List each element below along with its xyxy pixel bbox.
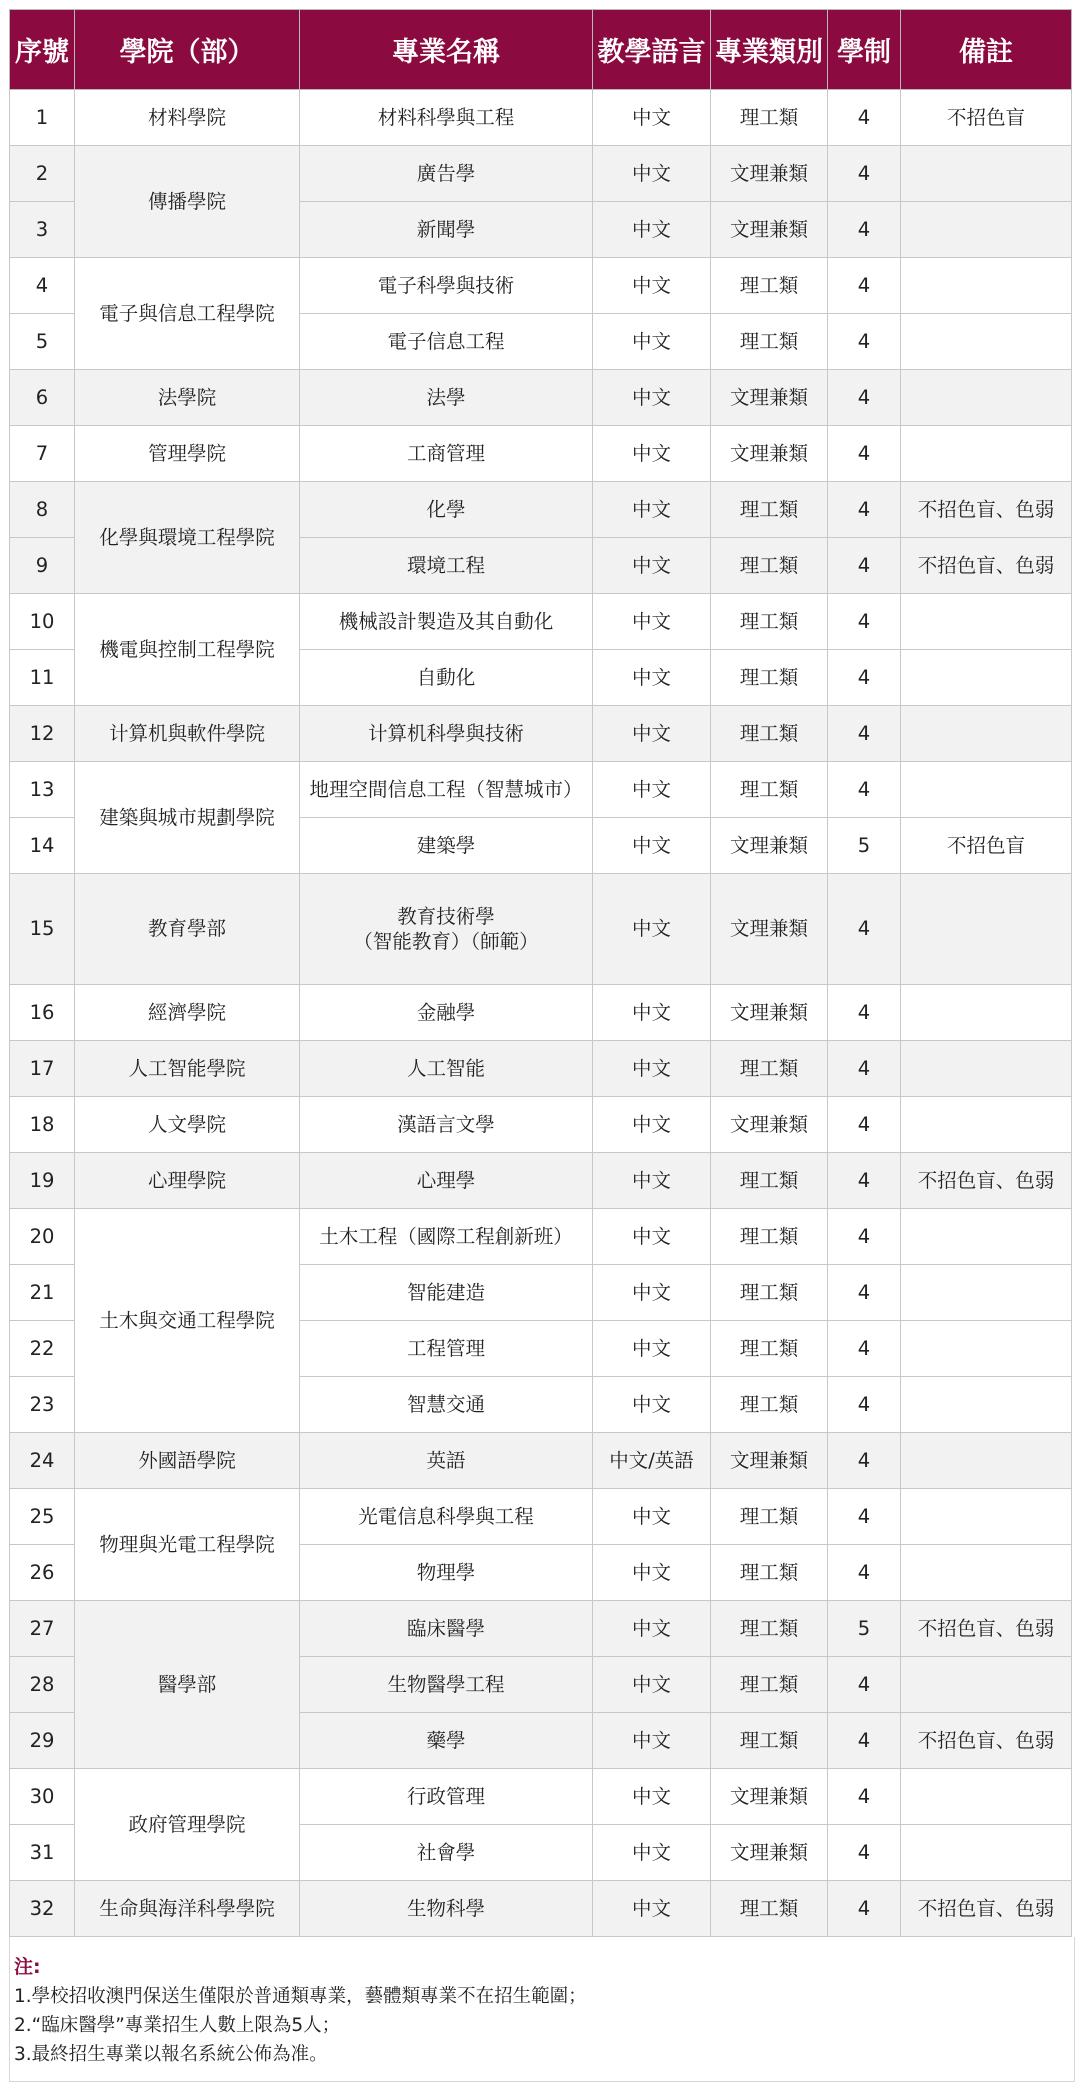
table-row: [10, 370, 1072, 426]
cell-category: 理工類: [711, 762, 828, 818]
cell-major: 工商管理: [300, 426, 593, 482]
table-row: [10, 985, 1072, 1041]
cell-language: 中文: [593, 985, 711, 1041]
cell-no: 31: [10, 1825, 75, 1881]
cell-major: 機械設計製造及其自動化: [300, 594, 593, 650]
cell-category: 理工類: [711, 1657, 828, 1713]
cell-college: 人工智能學院: [75, 1041, 300, 1097]
cell-duration: 4: [828, 258, 901, 314]
cell-no: 30: [10, 1769, 75, 1825]
cell-duration: 4: [828, 90, 901, 146]
cell-language: 中文: [593, 1657, 711, 1713]
cell-major: 土木工程（國際工程創新班）: [300, 1209, 593, 1265]
cell-no: 24: [10, 1433, 75, 1489]
cell-duration: 4: [828, 202, 901, 258]
cell-college: 機電與控制工程學院: [75, 594, 300, 706]
cell-language: 中文: [593, 538, 711, 594]
cell-remarks: [901, 1769, 1072, 1825]
cell-major: 環境工程: [300, 538, 593, 594]
cell-duration: 4: [828, 1713, 901, 1769]
table-row: [10, 1209, 1072, 1265]
table-row: [10, 1153, 1072, 1209]
cell-category: 理工類: [711, 1881, 828, 1937]
cell-no: 9: [10, 538, 75, 594]
cell-no: 16: [10, 985, 75, 1041]
cell-duration: 4: [828, 1209, 901, 1265]
table-row: [10, 594, 1072, 650]
cell-category: 理工類: [711, 1545, 828, 1601]
cell-language: 中文: [593, 706, 711, 762]
cell-category: 理工類: [711, 1265, 828, 1321]
cell-remarks: [901, 1041, 1072, 1097]
cell-remarks: [901, 762, 1072, 818]
cell-major: 计算机科學與技術: [300, 706, 593, 762]
cell-language: 中文: [593, 258, 711, 314]
cell-duration: 4: [828, 706, 901, 762]
header-language: 教學語言: [593, 10, 711, 90]
cell-no: 23: [10, 1377, 75, 1433]
cell-duration: 4: [828, 1265, 901, 1321]
cell-major: 物理學: [300, 1545, 593, 1601]
cell-major: 智能建造: [300, 1265, 593, 1321]
cell-remarks: [901, 1377, 1072, 1433]
cell-no: 1: [10, 90, 75, 146]
cell-remarks: 不招色盲、色弱: [901, 538, 1072, 594]
cell-college: 政府管理學院: [75, 1769, 300, 1881]
cell-college: 心理學院: [75, 1153, 300, 1209]
cell-duration: 4: [828, 482, 901, 538]
cell-college: 计算机與軟件學院: [75, 706, 300, 762]
cell-remarks: 不招色盲: [901, 818, 1072, 874]
cell-duration: 4: [828, 985, 901, 1041]
cell-no: 25: [10, 1489, 75, 1545]
note-line-3: 3.最終招生專業以報名系統公佈為准。: [14, 2044, 328, 2065]
table-row: [10, 258, 1072, 314]
cell-remarks: [901, 1097, 1072, 1153]
cell-college: 生命與海洋科學學院: [75, 1881, 300, 1937]
cell-duration: 4: [828, 874, 901, 985]
cell-category: 文理兼類: [711, 874, 828, 985]
cell-college: 外國語學院: [75, 1433, 300, 1489]
cell-major: 行政管理: [300, 1769, 593, 1825]
cell-major-line2: （智能教育）（師範）: [353, 930, 539, 953]
cell-duration: 4: [828, 1657, 901, 1713]
cell-duration: 4: [828, 1881, 901, 1937]
cell-major: 心理學: [300, 1153, 593, 1209]
cell-college: 人文學院: [75, 1097, 300, 1153]
cell-no: 11: [10, 650, 75, 706]
cell-remarks: [901, 370, 1072, 426]
cell-duration: 4: [828, 1489, 901, 1545]
cell-no: 26: [10, 1545, 75, 1601]
cell-no: 21: [10, 1265, 75, 1321]
header-duration: 學制: [828, 10, 901, 90]
cell-category: 文理兼類: [711, 1097, 828, 1153]
note-line-1: 1.學校招收澳門保送生僅限於普通類專業，藝體類專業不在招生範圍；: [14, 1986, 587, 2007]
cell-major: 電子信息工程: [300, 314, 593, 370]
header-college: 學院（部）: [75, 10, 300, 90]
cell-language: 中文/英語: [593, 1433, 711, 1489]
cell-duration: 5: [828, 818, 901, 874]
cell-category: 理工類: [711, 1377, 828, 1433]
cell-category: 理工類: [711, 482, 828, 538]
cell-category: 理工類: [711, 1321, 828, 1377]
cell-duration: 4: [828, 538, 901, 594]
cell-no: 7: [10, 426, 75, 482]
cell-college: 化學與環境工程學院: [75, 482, 300, 594]
cell-no: 2: [10, 146, 75, 202]
cell-remarks: [901, 1209, 1072, 1265]
table-row: [10, 1097, 1072, 1153]
cell-language: 中文: [593, 90, 711, 146]
cell-major: 材料科學與工程: [300, 90, 593, 146]
cell-no: 5: [10, 314, 75, 370]
cell-major: 光電信息科學與工程: [300, 1489, 593, 1545]
cell-remarks: [901, 1825, 1072, 1881]
cell-category: 文理兼類: [711, 818, 828, 874]
cell-major: 法學: [300, 370, 593, 426]
cell-duration: 4: [828, 1153, 901, 1209]
note-line-2: 2.“臨床醫學”專業招生人數上限為5人；: [14, 2015, 341, 2036]
header-major: 專業名稱: [300, 10, 593, 90]
cell-language: 中文: [593, 1545, 711, 1601]
cell-duration: 4: [828, 1433, 901, 1489]
header-serial: 序號: [10, 10, 75, 90]
cell-duration: 4: [828, 146, 901, 202]
cell-no: 8: [10, 482, 75, 538]
cell-college: 材料學院: [75, 90, 300, 146]
cell-language: 中文: [593, 426, 711, 482]
cell-remarks: [901, 1489, 1072, 1545]
cell-category: 理工類: [711, 1601, 828, 1657]
cell-major: 自動化: [300, 650, 593, 706]
cell-language: 中文: [593, 1769, 711, 1825]
cell-duration: 4: [828, 1097, 901, 1153]
cell-college: 建築與城市規劃學院: [75, 762, 300, 874]
table-row: [10, 482, 1072, 538]
cell-no: 20: [10, 1209, 75, 1265]
cell-major: 電子科學與技術: [300, 258, 593, 314]
notes-section: [9, 1937, 1075, 2082]
cell-major: 廣告學: [300, 146, 593, 202]
cell-remarks: [901, 1545, 1072, 1601]
cell-category: 理工類: [711, 90, 828, 146]
cell-language: 中文: [593, 314, 711, 370]
cell-language: 中文: [593, 594, 711, 650]
table-row: [10, 706, 1072, 762]
cell-category: 文理兼類: [711, 1825, 828, 1881]
notes-title: 注:: [14, 1956, 41, 1978]
cell-remarks: [901, 874, 1072, 985]
cell-language: 中文: [593, 1265, 711, 1321]
cell-remarks: 不招色盲、色弱: [901, 482, 1072, 538]
cell-language: 中文: [593, 1377, 711, 1433]
table-header-row: [10, 10, 1072, 90]
cell-category: 文理兼類: [711, 1433, 828, 1489]
cell-major: 臨床醫學: [300, 1601, 593, 1657]
cell-duration: 4: [828, 426, 901, 482]
cell-remarks: [901, 314, 1072, 370]
cell-major: 漢語言文學: [300, 1097, 593, 1153]
cell-language: 中文: [593, 1153, 711, 1209]
header-category: 專業類別: [711, 10, 828, 90]
cell-major: 化學: [300, 482, 593, 538]
cell-category: 理工類: [711, 650, 828, 706]
cell-remarks: [901, 1321, 1072, 1377]
cell-no: 12: [10, 706, 75, 762]
cell-duration: 4: [828, 1769, 901, 1825]
majors-table: [9, 9, 1072, 1937]
cell-remarks: [901, 594, 1072, 650]
cell-no: 19: [10, 1153, 75, 1209]
cell-category: 理工類: [711, 706, 828, 762]
cell-no: 13: [10, 762, 75, 818]
cell-category: 理工類: [711, 1713, 828, 1769]
cell-remarks: 不招色盲、色弱: [901, 1881, 1072, 1937]
cell-major: 建築學: [300, 818, 593, 874]
cell-category: 理工類: [711, 1489, 828, 1545]
cell-no: 17: [10, 1041, 75, 1097]
cell-remarks: 不招色盲、色弱: [901, 1713, 1072, 1769]
cell-college: 電子與信息工程學院: [75, 258, 300, 370]
table-row: [10, 90, 1072, 146]
cell-language: 中文: [593, 370, 711, 426]
cell-category: 理工類: [711, 1041, 828, 1097]
cell-major: 人工智能: [300, 1041, 593, 1097]
cell-duration: 4: [828, 370, 901, 426]
cell-duration: 4: [828, 650, 901, 706]
cell-no: 28: [10, 1657, 75, 1713]
cell-major: 智慧交通: [300, 1377, 593, 1433]
cell-college: 物理與光電工程學院: [75, 1489, 300, 1601]
cell-language: 中文: [593, 202, 711, 258]
cell-major: 生物醫學工程: [300, 1657, 593, 1713]
cell-language: 中文: [593, 1321, 711, 1377]
cell-college: 法學院: [75, 370, 300, 426]
cell-remarks: [901, 706, 1072, 762]
cell-language: 中文: [593, 1097, 711, 1153]
cell-major: 藥學: [300, 1713, 593, 1769]
cell-remarks: 不招色盲: [901, 90, 1072, 146]
cell-no: 27: [10, 1601, 75, 1657]
table-row: [10, 874, 1072, 985]
cell-remarks: 不招色盲、色弱: [901, 1601, 1072, 1657]
cell-category: 理工類: [711, 594, 828, 650]
cell-duration: 4: [828, 1041, 901, 1097]
cell-no: 3: [10, 202, 75, 258]
cell-major: 英語: [300, 1433, 593, 1489]
cell-remarks: [901, 650, 1072, 706]
table-row: [10, 426, 1072, 482]
cell-duration: 4: [828, 762, 901, 818]
cell-remarks: 不招色盲、色弱: [901, 1153, 1072, 1209]
cell-language: 中文: [593, 1041, 711, 1097]
cell-language: 中文: [593, 1601, 711, 1657]
cell-category: 理工類: [711, 538, 828, 594]
cell-language: 中文: [593, 1489, 711, 1545]
cell-remarks: [901, 146, 1072, 202]
cell-college: 傳播學院: [75, 146, 300, 258]
table-row: [10, 146, 1072, 202]
cell-no: 4: [10, 258, 75, 314]
cell-category: 文理兼類: [711, 370, 828, 426]
cell-language: 中文: [593, 146, 711, 202]
cell-no: 6: [10, 370, 75, 426]
cell-language: 中文: [593, 650, 711, 706]
cell-major-line1: 教育技術學: [397, 904, 495, 928]
cell-college: 教育學部: [75, 874, 300, 985]
cell-remarks: [901, 1265, 1072, 1321]
cell-major: [300, 874, 593, 985]
cell-duration: 5: [828, 1601, 901, 1657]
cell-duration: 4: [828, 1545, 901, 1601]
cell-major: 地理空間信息工程（智慧城市）: [300, 762, 593, 818]
table-row: [10, 1601, 1072, 1657]
cell-duration: 4: [828, 1825, 901, 1881]
cell-no: 15: [10, 874, 75, 985]
cell-category: 文理兼類: [711, 202, 828, 258]
cell-language: 中文: [593, 1713, 711, 1769]
cell-college: 醫學部: [75, 1601, 300, 1769]
cell-remarks: [901, 1657, 1072, 1713]
cell-category: 理工類: [711, 1153, 828, 1209]
table-row: [10, 762, 1072, 818]
cell-college: 經濟學院: [75, 985, 300, 1041]
admission-majors-document: [9, 9, 1071, 2082]
cell-category: 文理兼類: [711, 1769, 828, 1825]
cell-category: 理工類: [711, 1209, 828, 1265]
cell-remarks: [901, 985, 1072, 1041]
cell-remarks: [901, 202, 1072, 258]
cell-category: 文理兼類: [711, 146, 828, 202]
cell-category: 理工類: [711, 258, 828, 314]
cell-no: 18: [10, 1097, 75, 1153]
cell-language: 中文: [593, 818, 711, 874]
table-row: [10, 1489, 1072, 1545]
cell-major: 社會學: [300, 1825, 593, 1881]
cell-no: 10: [10, 594, 75, 650]
cell-remarks: [901, 1433, 1072, 1489]
table-row: [10, 1881, 1072, 1937]
cell-language: 中文: [593, 762, 711, 818]
cell-language: 中文: [593, 1825, 711, 1881]
cell-no: 14: [10, 818, 75, 874]
cell-language: 中文: [593, 1881, 711, 1937]
cell-major: 生物科學: [300, 1881, 593, 1937]
cell-category: 理工類: [711, 314, 828, 370]
cell-language: 中文: [593, 874, 711, 985]
cell-duration: 4: [828, 314, 901, 370]
cell-major: 新聞學: [300, 202, 593, 258]
cell-major: 工程管理: [300, 1321, 593, 1377]
cell-duration: 4: [828, 1321, 901, 1377]
table-row: [10, 1433, 1072, 1489]
cell-language: 中文: [593, 1209, 711, 1265]
cell-remarks: [901, 426, 1072, 482]
cell-college: 管理學院: [75, 426, 300, 482]
cell-language: 中文: [593, 482, 711, 538]
cell-no: 29: [10, 1713, 75, 1769]
cell-remarks: [901, 258, 1072, 314]
table-row: [10, 1041, 1072, 1097]
cell-major: 金融學: [300, 985, 593, 1041]
cell-category: 文理兼類: [711, 985, 828, 1041]
cell-college: 土木與交通工程學院: [75, 1209, 300, 1433]
cell-no: 22: [10, 1321, 75, 1377]
cell-duration: 4: [828, 594, 901, 650]
cell-no: 32: [10, 1881, 75, 1937]
cell-category: 文理兼類: [711, 426, 828, 482]
table-row: [10, 1769, 1072, 1825]
cell-duration: 4: [828, 1377, 901, 1433]
header-remarks: 備註: [901, 10, 1072, 90]
